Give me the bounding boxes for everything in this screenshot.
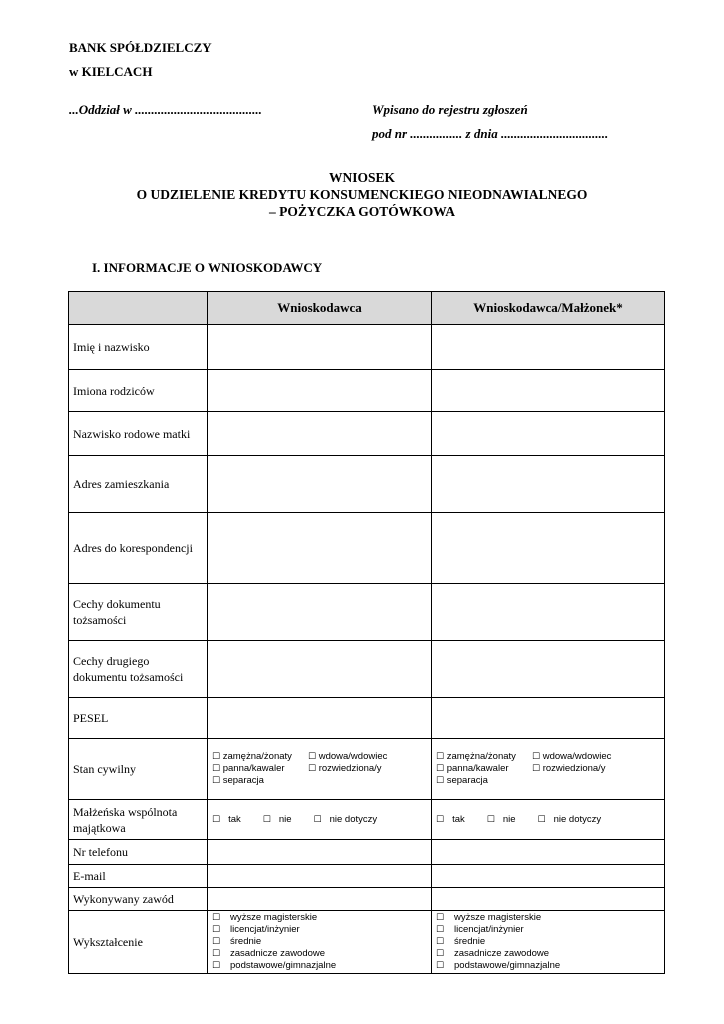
checkbox-icon[interactable]: ☐	[212, 752, 221, 762]
option-label: licencjat/inżynier	[454, 924, 524, 935]
option-label: rozwiedziona/y	[542, 763, 606, 774]
option-married[interactable]	[212, 751, 308, 763]
option-bachelor[interactable]	[436, 924, 664, 936]
option-label: zamężna/żonaty	[446, 751, 516, 762]
option-basic[interactable]	[436, 960, 664, 972]
option-single[interactable]	[436, 763, 532, 775]
header-blank-cell	[69, 292, 208, 325]
option-label: panna/kawaler	[222, 763, 285, 774]
bank-city: w KIELCACH	[69, 64, 153, 79]
label-phone: Nr telefonu	[69, 840, 208, 865]
field-phone-applicant[interactable]	[208, 840, 432, 865]
field-email-applicant[interactable]	[208, 865, 432, 888]
field-occupation-spouse[interactable]	[432, 888, 665, 911]
option-label: zasadnicze zawodowe	[454, 948, 550, 959]
checkbox-icon[interactable]: ☐	[436, 752, 445, 762]
option-masters[interactable]	[436, 912, 664, 924]
label-parents: Imiona rodziców	[69, 370, 208, 412]
field-marital-applicant	[208, 739, 432, 800]
label-education: Wykształcenie	[69, 911, 208, 974]
applicant-table	[68, 291, 665, 974]
field-name-spouse[interactable]	[432, 325, 665, 370]
option-separation[interactable]	[436, 775, 532, 787]
option-divorced[interactable]	[532, 763, 606, 775]
checkbox-icon[interactable]: ☐	[537, 815, 546, 825]
field-id-document2-applicant[interactable]	[208, 641, 432, 698]
option-label: rozwiedziona/y	[318, 763, 382, 774]
field-parents-applicant[interactable]	[208, 370, 432, 412]
option-not-applicable[interactable]	[538, 814, 602, 825]
checkbox-icon[interactable]: ☐	[436, 764, 445, 774]
option-label: zamężna/żonaty	[222, 751, 292, 762]
option-single[interactable]	[212, 763, 308, 775]
checkbox-icon[interactable]: ☐	[212, 913, 221, 923]
field-id-document-applicant[interactable]	[208, 584, 432, 641]
field-mother-applicant[interactable]	[208, 412, 432, 456]
field-education-applicant	[208, 911, 432, 974]
option-no[interactable]	[487, 814, 516, 825]
option-label: średnie	[454, 936, 486, 947]
label-address: Adres zamieszkania	[69, 456, 208, 513]
field-parents-spouse[interactable]	[432, 370, 665, 412]
option-vocational[interactable]	[436, 948, 664, 960]
option-label: zasadnicze zawodowe	[230, 948, 326, 959]
checkbox-icon[interactable]: ☐	[436, 937, 445, 947]
section-heading: I. INFORMACJE O WNIOSKODAWCY	[92, 260, 323, 275]
option-label: panna/kawaler	[446, 763, 509, 774]
form-title	[0, 169, 724, 220]
label-occupation: Wykonywany zawód	[69, 888, 208, 911]
field-address-applicant[interactable]	[208, 456, 432, 513]
field-id-document2-spouse[interactable]	[432, 641, 665, 698]
field-name-applicant[interactable]	[208, 325, 432, 370]
branch-line: ...Oddział w .......................................	[69, 102, 262, 117]
option-label: tak	[228, 814, 241, 825]
option-widowed[interactable]	[308, 751, 387, 763]
header-applicant: Wnioskodawca	[208, 292, 432, 325]
checkbox-icon[interactable]: ☐	[308, 764, 317, 774]
label-property: Małżeńska wspólnota majątkowa	[69, 800, 208, 840]
bank-name: BANK SPÓŁDZIELCZY	[69, 40, 212, 55]
checkbox-icon[interactable]: ☐	[436, 949, 445, 959]
checkbox-icon[interactable]: ☐	[212, 776, 221, 786]
label-email: E-mail	[69, 865, 208, 888]
form-title-line2: O UDZIELENIE KREDYTU KONSUMENCKIEGO NIEODNAWIALNEGO	[136, 187, 588, 202]
label-marital-status: Stan cywilny	[69, 739, 208, 800]
checkbox-icon[interactable]: ☐	[212, 961, 221, 971]
option-label: wdowa/wdowiec	[542, 751, 612, 762]
field-occupation-applicant[interactable]	[208, 888, 432, 911]
option-label: podstawowe/gimnazjalne	[454, 960, 561, 971]
field-pesel-spouse[interactable]	[432, 698, 665, 739]
option-label: średnie	[230, 936, 262, 947]
option-basic[interactable]	[212, 960, 431, 972]
form-title-line1: WNIOSEK	[328, 170, 396, 185]
option-label: separacja	[222, 775, 264, 786]
option-secondary[interactable]	[436, 936, 664, 948]
checkbox-icon[interactable]: ☐	[212, 815, 221, 825]
checkbox-icon[interactable]: ☐	[308, 752, 317, 762]
register-line: Wpisano do rejestru zgłoszeń	[372, 102, 528, 117]
option-label: wyższe magisterskie	[230, 912, 318, 923]
field-correspondence-applicant[interactable]	[208, 513, 432, 584]
option-separation[interactable]	[212, 775, 308, 787]
field-mother-spouse[interactable]	[432, 412, 665, 456]
option-label: wyższe magisterskie	[454, 912, 542, 923]
checkbox-icon[interactable]: ☐	[532, 752, 541, 762]
option-divorced[interactable]	[308, 763, 382, 775]
label-mother-name: Nazwisko rodowe matki	[69, 412, 208, 456]
option-not-applicable[interactable]	[314, 814, 378, 825]
field-correspondence-spouse[interactable]	[432, 513, 665, 584]
option-label: nie dotyczy	[329, 814, 378, 825]
field-marital-spouse	[432, 739, 665, 800]
option-bachelor[interactable]	[212, 924, 431, 936]
option-label: licencjat/inżynier	[230, 924, 300, 935]
form-title-line3: – POŻYCZKA GOTÓWKOWA	[268, 204, 456, 219]
option-no[interactable]	[263, 814, 292, 825]
label-name: Imię i nazwisko	[69, 325, 208, 370]
checkbox-icon[interactable]: ☐	[212, 764, 221, 774]
checkbox-icon[interactable]: ☐	[436, 925, 445, 935]
field-address-spouse[interactable]	[432, 456, 665, 513]
option-label: podstawowe/gimnazjalne	[230, 960, 337, 971]
option-label: nie dotyczy	[553, 814, 602, 825]
checkbox-icon[interactable]: ☐	[313, 815, 322, 825]
option-masters[interactable]	[212, 912, 431, 924]
option-label: wdowa/wdowiec	[318, 751, 388, 762]
checkbox-icon[interactable]: ☐	[212, 925, 221, 935]
label-id-document2: Cechy drugiego dokumentu tożsamości	[69, 641, 208, 698]
option-label: nie	[278, 814, 292, 825]
checkbox-icon[interactable]: ☐	[436, 815, 445, 825]
option-label: separacja	[446, 775, 488, 786]
label-pesel: PESEL	[69, 698, 208, 739]
checkbox-icon[interactable]: ☐	[532, 764, 541, 774]
field-property-applicant	[208, 800, 432, 840]
label-correspondence: Adres do korespondencji	[69, 513, 208, 584]
field-pesel-applicant[interactable]	[208, 698, 432, 739]
checkbox-icon[interactable]: ☐	[436, 961, 445, 971]
checkbox-icon[interactable]: ☐	[262, 815, 271, 825]
checkbox-icon[interactable]: ☐	[486, 815, 495, 825]
field-property-spouse	[432, 800, 665, 840]
option-yes[interactable]	[212, 814, 241, 825]
option-secondary[interactable]	[212, 936, 431, 948]
checkbox-icon[interactable]: ☐	[436, 913, 445, 923]
checkbox-icon[interactable]: ☐	[436, 776, 445, 786]
checkbox-icon[interactable]: ☐	[212, 937, 221, 947]
register-number-line: pod nr ................ z dnia .................................	[372, 126, 609, 141]
option-yes[interactable]	[436, 814, 465, 825]
checkbox-icon[interactable]: ☐	[212, 949, 221, 959]
option-married[interactable]	[436, 751, 532, 763]
option-widowed[interactable]	[532, 751, 611, 763]
field-id-document-spouse[interactable]	[432, 584, 665, 641]
header-spouse: Wnioskodawca/Małżonek*	[432, 292, 665, 325]
label-id-document: Cechy dokumentu tożsamości	[69, 584, 208, 641]
field-email-spouse[interactable]	[432, 865, 665, 888]
option-label: nie	[502, 814, 516, 825]
field-phone-spouse[interactable]	[432, 840, 665, 865]
option-vocational[interactable]	[212, 948, 431, 960]
field-education-spouse	[432, 911, 665, 974]
option-label: tak	[452, 814, 465, 825]
